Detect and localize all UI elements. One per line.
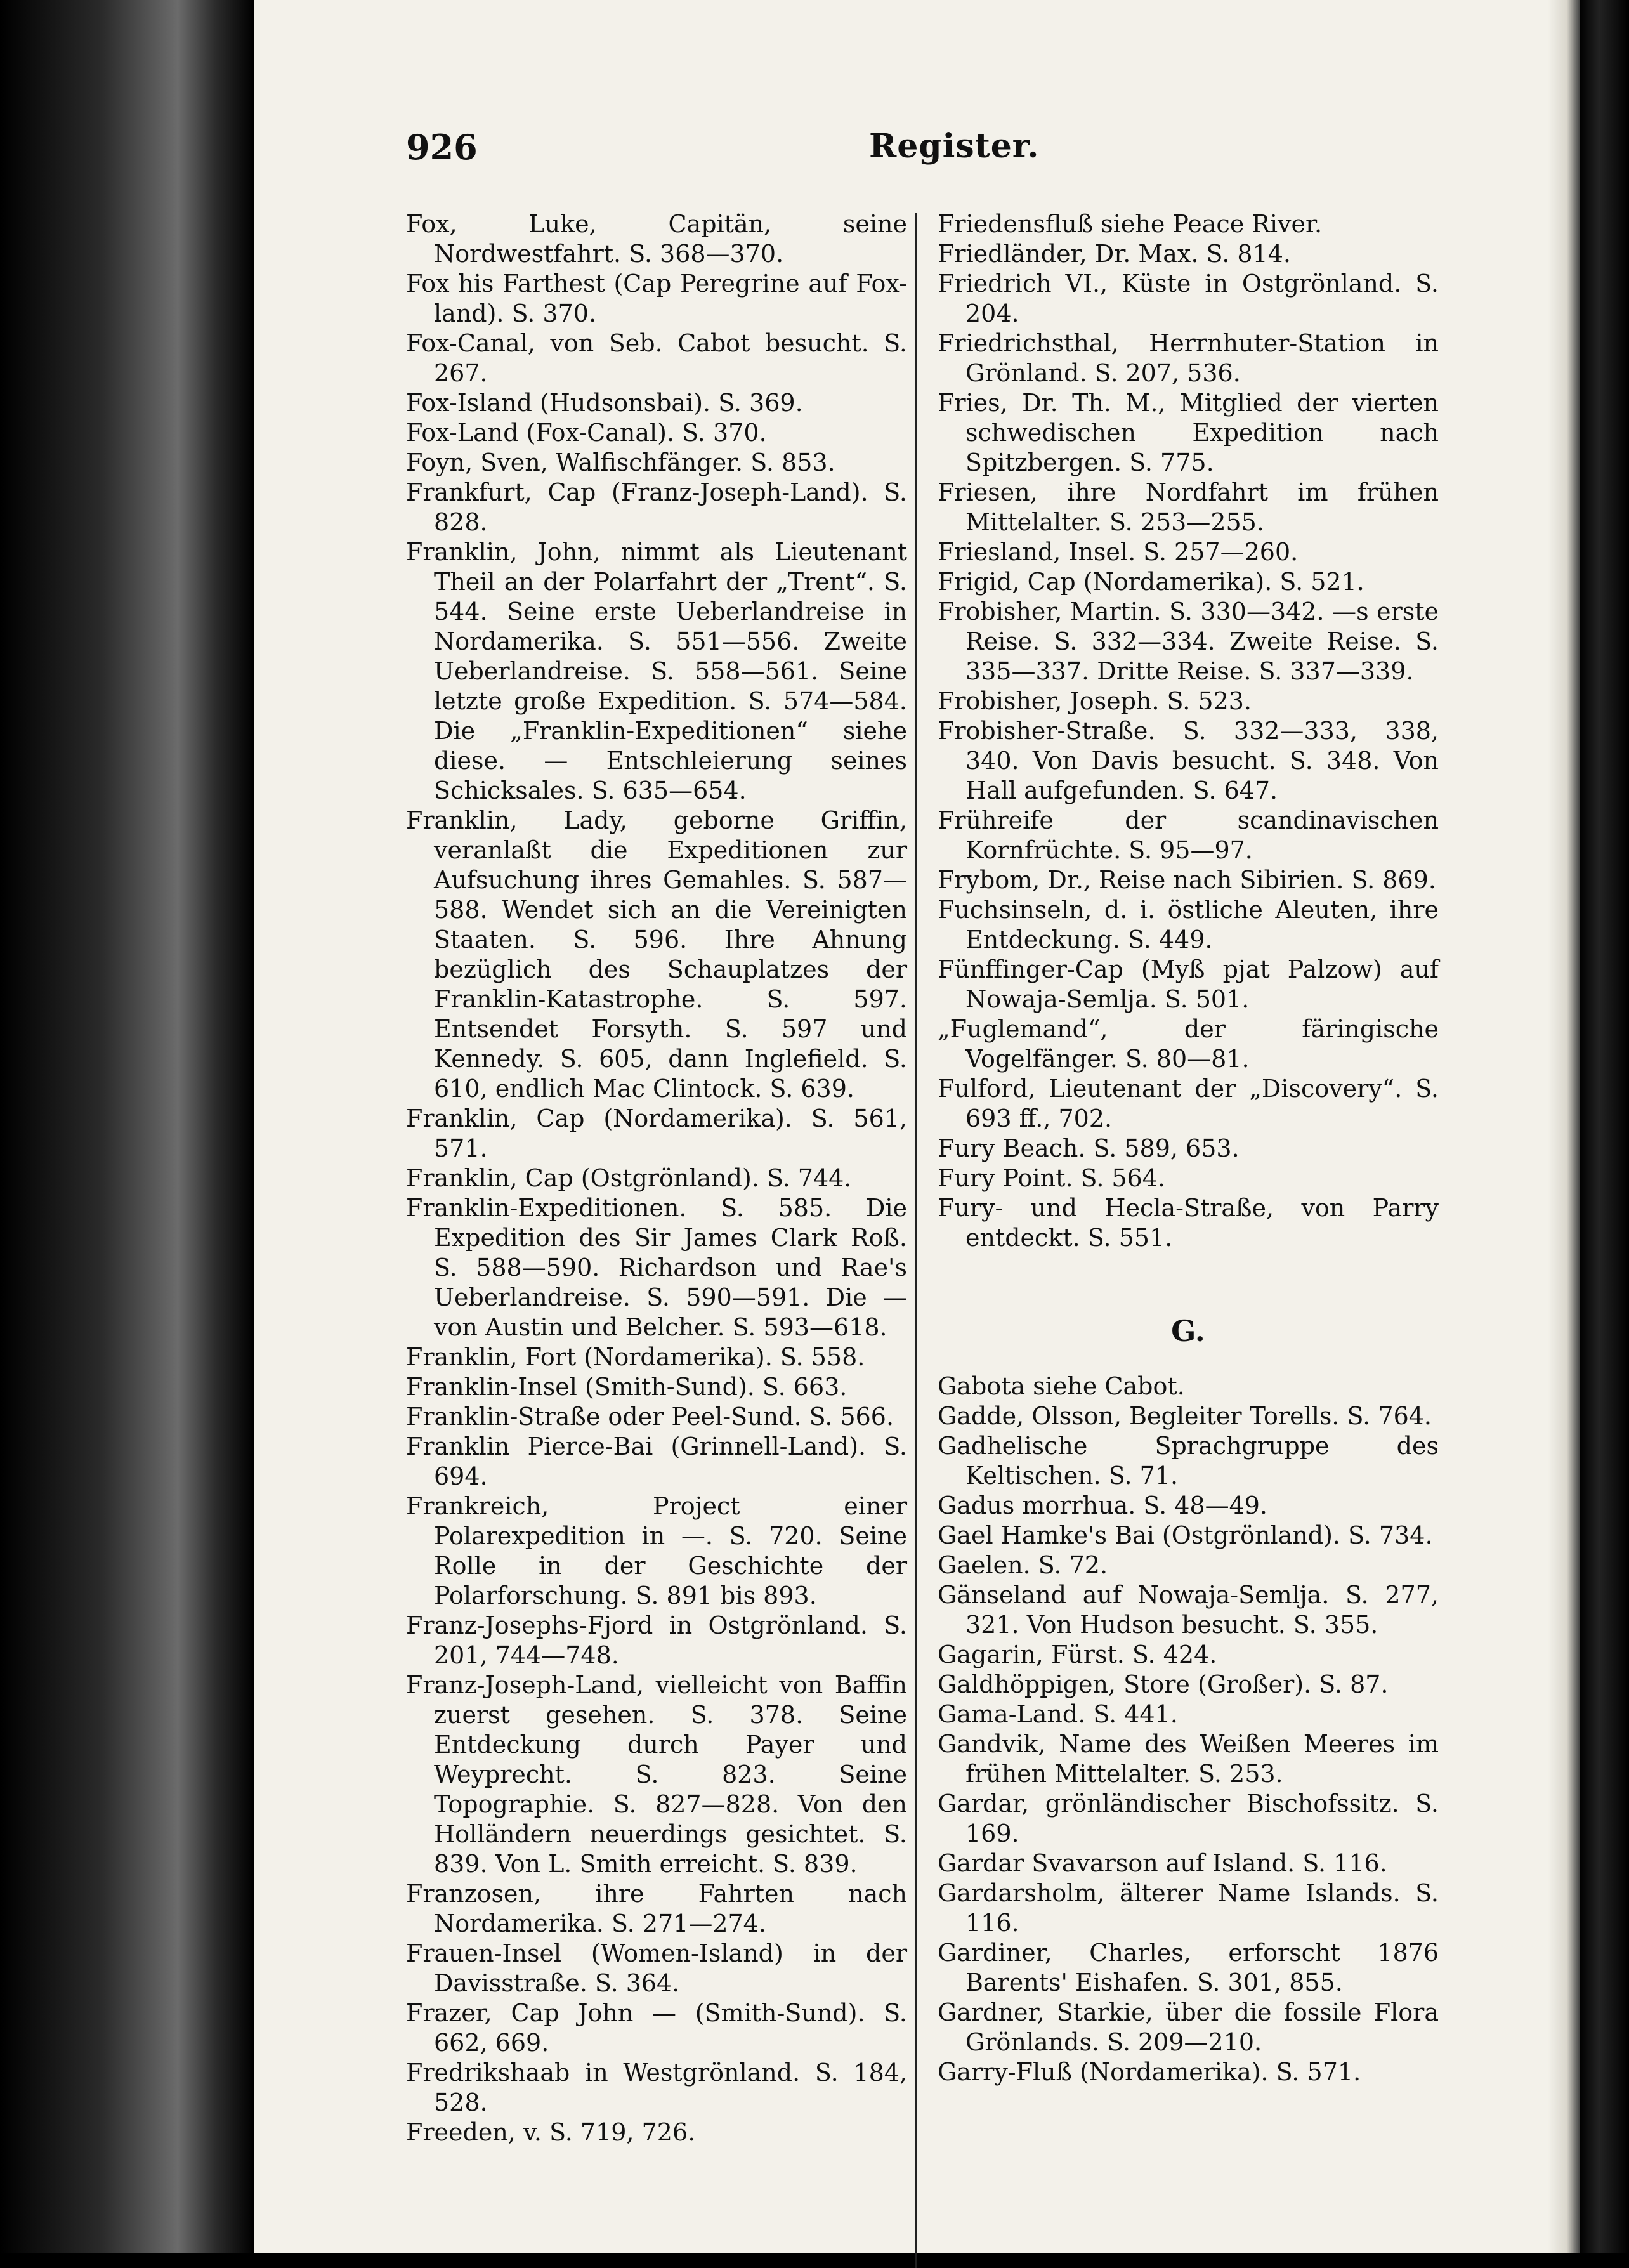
index-entry: Franz-Joseph-Land, vielleicht von Baffin zuerst gesehen. S. 378. Seine Entdeckung durch Payer und Weyprecht. S. 823. Seine Topographie. S. 827—828. Von den Holländern neuerdings gesichtet. S. 839. Von L. Smith erreicht. S. 839.	[406, 1671, 907, 1878]
index-entry: Frauen-Insel (Women-Island) in der Davisstraße. S. 364.	[406, 1939, 907, 1997]
index-entry: Gagarin, Fürst. S. 424.	[938, 1641, 1217, 1668]
index-entry: Fünffinger-Cap (Myß pjat Palzow) auf Nowaja-Semlja. S. 501.	[938, 955, 1439, 1013]
index-entry: Friedrichsthal, Herrnhuter-Station in Grönland. S. 207, 536.	[938, 329, 1439, 387]
index-entry: Friesen, ihre Nordfahrt im frühen Mittelalter. S. 253—255.	[938, 478, 1439, 536]
running-head: Register.	[869, 127, 1040, 166]
index-entry: Fury Beach. S. 589, 653.	[938, 1134, 1240, 1162]
index-entry: Fuchsinseln, d. i. östliche Aleuten, ihre Entdeckung. S. 449.	[938, 896, 1439, 954]
left-column	[406, 209, 907, 2147]
index-entry: Fox-Land (Fox-Canal). S. 370.	[406, 419, 767, 447]
index-entry: Fox his Farthest (Cap Peregrine auf Fox-land). S. 370.	[406, 270, 907, 327]
index-entry: Frobisher, Joseph. S. 523.	[938, 687, 1252, 715]
index-entry: Fury Point. S. 564.	[938, 1164, 1165, 1192]
index-entry: Galdhöppigen, Store (Großer). S. 87.	[938, 1670, 1389, 1698]
index-entry: Gänseland auf Nowaja-Semlja. S. 277, 321. Von Hudson besucht. S. 355.	[938, 1581, 1439, 1639]
index-entry: Frigid, Cap (Nordamerika). S. 521.	[938, 568, 1364, 596]
index-entry: Frobisher-Straße. S. 332—333, 338, 340. Von Davis besucht. S. 348. Von Hall aufgefunden. S. 647.	[938, 717, 1439, 804]
index-entry: Fries, Dr. Th. M., Mitglied der vierten schwedischen Expedition nach Spitzbergen. S. 775.	[938, 389, 1439, 476]
index-entry: Gabota siehe Cabot.	[938, 1372, 1185, 1400]
index-entry: Friesland, Insel. S. 257—260.	[938, 538, 1299, 566]
index-entry: Gandvik, Name des Weißen Meeres im frühen Mittelalter. S. 253.	[938, 1730, 1439, 1788]
index-entry: Freeden, v. S. 719, 726.	[406, 2118, 696, 2146]
index-entry: Fox-Canal, von Seb. Cabot besucht. S. 267.	[406, 329, 907, 387]
index-entry: Franklin, Lady, geborne Griffin, veranlaßt die Expeditionen zur Aufsuchung ihres Gemahles. S. 587—588. Wendet sich an die Vereinigten Staaten. S. 596. Ihre Ahnung bezüglich des Schauplatzes der Franklin-Katastrophe. S. 597. Entsendet Forsyth. S. 597 und Kennedy. S. 605, dann Inglefield. S. 610, endlich Mac Clintock. S. 639.	[406, 806, 907, 1103]
index-entry: Fulford, Lieutenant der „Discovery“. S. 693 ff., 702.	[938, 1075, 1439, 1132]
index-entry: Friedensfluß siehe Peace River.	[938, 210, 1323, 238]
index-entry: Franzosen, ihre Fahrten nach Nordamerika. S. 271—274.	[406, 1880, 907, 1937]
index-entry: Franklin, Cap (Ostgrönland). S. 744.	[406, 1164, 852, 1192]
index-entry: Frankfurt, Cap (Franz-Joseph-Land). S. 828.	[406, 478, 907, 536]
index-entry: Frybom, Dr., Reise nach Sibirien. S. 869.	[938, 866, 1436, 894]
page-number: 926	[406, 127, 478, 167]
book-spine-edge	[0, 0, 254, 2253]
index-entry: Gama-Land. S. 441.	[938, 1700, 1178, 1728]
index-entry: Gadde, Olsson, Begleiter Torells. S. 764.	[938, 1402, 1432, 1430]
column-rule	[915, 213, 917, 2268]
index-entry: Franklin-Insel (Smith-Sund). S. 663.	[406, 1373, 847, 1401]
index-entry: Franz-Josephs-Fjord in Ostgrönland. S. 201, 744—748.	[406, 1611, 907, 1669]
index-entry: Franklin, John, nimmt als Lieutenant Theil an der Polarfahrt der „Trent“. S. 544. Seine erste Ueberlandreise in Nordamerika. S. 551—556. Zweite Ueberlandreise. S. 558—561. Seine letzte große Expedition. S. 574—584. Die „Franklin-Expeditionen“ siehe diese. — Entschleierung seines Schicksales. S. 635—654.	[406, 538, 907, 804]
index-entry: Franklin, Fort (Nordamerika). S. 558.	[406, 1343, 865, 1371]
index-entry: Fury- und Hecla-Straße, von Parry entdeckt. S. 551.	[938, 1194, 1439, 1252]
index-entry: Franklin Pierce-Bai (Grinnell-Land). S. 694.	[406, 1432, 907, 1490]
index-entry: Franklin-Straße oder Peel-Sund. S. 566.	[406, 1403, 894, 1431]
index-entry: Gael Hamke's Bai (Ostgrönland). S. 734.	[938, 1521, 1433, 1549]
right-column	[938, 209, 1439, 2087]
book-fold-edge	[1580, 0, 1629, 2253]
page-header	[406, 127, 1434, 184]
index-entry: Gardner, Starkie, über die fossile Flora Grönlands. S. 209—210.	[938, 1998, 1439, 2056]
index-entry: Gardarsholm, älterer Name Islands. S. 116.	[938, 1879, 1439, 1937]
index-entry: Fredrikshaab in Westgrönland. S. 184, 528.	[406, 2059, 907, 2116]
index-entry: Franklin-Expeditionen. S. 585. Die Expedition des Sir James Clark Roß. S. 588—590. Richardson und Rae's Ueberlandreise. S. 590—591. Die — von Austin und Belcher. S. 593—618.	[406, 1194, 907, 1341]
index-entry: Friedländer, Dr. Max. S. 814.	[938, 240, 1291, 268]
index-entry: Gaelen. S. 72.	[938, 1551, 1108, 1579]
index-entry: Gardar Svavarson auf Island. S. 116.	[938, 1849, 1387, 1877]
index-entry: Gadus morrhua. S. 48—49.	[938, 1491, 1268, 1519]
index-entry: Frühreife der scandinavischen Kornfrüchte. S. 95—97.	[938, 806, 1439, 864]
index-entry: Fox, Luke, Capitän, seine Nordwestfahrt. S. 368—370.	[406, 210, 907, 268]
index-entry: Frobisher, Martin. S. 330—342. —s erste Reise. S. 332—334. Zweite Reise. S. 335—337. Dritte Reise. S. 337—339.	[938, 598, 1439, 685]
index-entry: Gadhelische Sprachgruppe des Keltischen. S. 71.	[938, 1432, 1439, 1490]
index-entry: Frazer, Cap John — (Smith-Sund). S. 662, 669.	[406, 1999, 907, 2057]
section-letter: G.	[1171, 1314, 1205, 1348]
index-entry: Franklin, Cap (Nordamerika). S. 561, 571.	[406, 1105, 907, 1162]
inner-margin-shadow	[1548, 0, 1580, 2253]
index-entry: Friedrich VI., Küste in Ostgrönland. S. 204.	[938, 270, 1439, 327]
index-entry: Garry-Fluß (Nordamerika). S. 571.	[938, 2058, 1361, 2086]
index-entry: Frankreich, Project einer Polarexpedition in —. S. 720. Seine Rolle in der Geschichte der Polarforschung. S. 891 bis 893.	[406, 1492, 907, 1609]
index-entry: Gardar, grönländischer Bischofssitz. S. 169.	[938, 1790, 1439, 1847]
index-entry: Foyn, Sven, Walfischfänger. S. 853.	[406, 449, 835, 476]
index-entry: „Fuglemand“, der färingische Vogelfänger. S. 80—81.	[938, 1015, 1439, 1073]
index-entry: Gardiner, Charles, erforscht 1876 Barents' Eishafen. S. 301, 855.	[938, 1939, 1439, 1996]
index-entry: Fox-Island (Hudsonsbai). S. 369.	[406, 389, 803, 417]
